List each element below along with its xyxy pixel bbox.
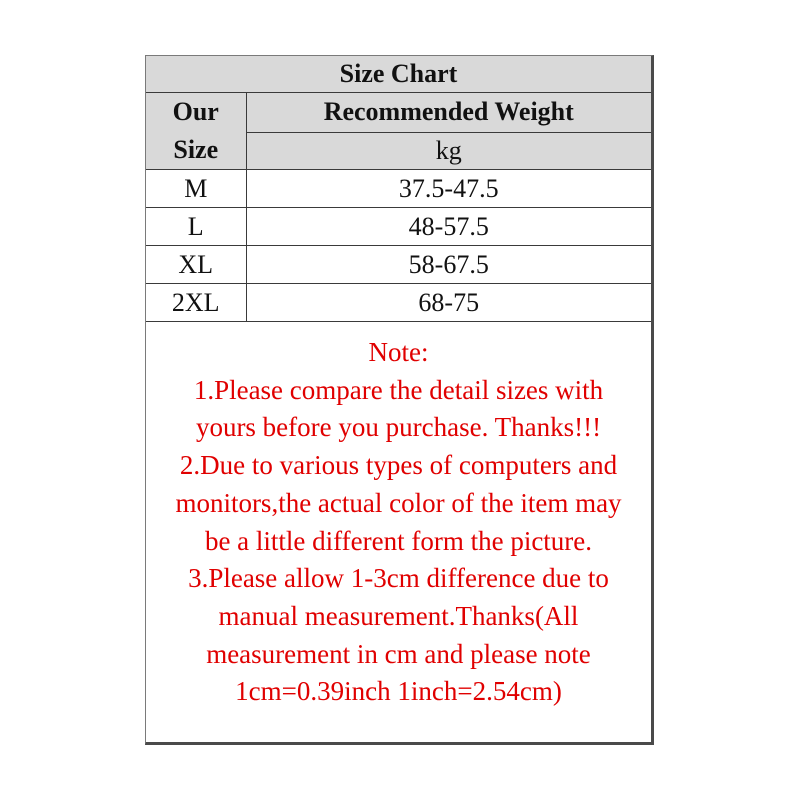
size-table — [146, 56, 651, 322]
weight-cell: 58-67.5 — [246, 246, 651, 284]
table-row — [146, 170, 651, 208]
header-row — [146, 93, 651, 133]
note-block — [146, 322, 651, 711]
size-header-line1: Our — [172, 97, 219, 126]
size-cell: M — [146, 170, 246, 208]
weight-cell: 68-75 — [246, 284, 651, 322]
note-line: be a little different form the picture. — [204, 525, 593, 556]
weight-cell: 37.5-47.5 — [246, 170, 651, 208]
note-line: measurement in cm and please note — [206, 638, 591, 669]
weight-cell: 48-57.5 — [246, 208, 651, 246]
weight-unit: kg — [246, 132, 651, 170]
chart-title: Size Chart — [146, 56, 651, 93]
size-cell: XL — [146, 246, 246, 284]
table-row — [146, 284, 651, 322]
note-line: yours before you purchase. Thanks!!! — [195, 412, 602, 443]
note-line: 1cm=0.39inch 1inch=2.54cm) — [235, 676, 562, 707]
size-cell: 2XL — [146, 284, 246, 322]
note-line: 2.Due to various types of computers and — [179, 450, 618, 481]
note-heading: Note: — [368, 337, 429, 367]
weight-column-header: Recommended Weight — [246, 93, 651, 133]
size-header-line2: Size — [173, 135, 219, 164]
table-row — [146, 208, 651, 246]
note-line: manual measurement.Thanks(All — [218, 600, 579, 631]
note-line: 1.Please compare the detail sizes with — [193, 374, 604, 405]
size-cell: L — [146, 208, 246, 246]
title-row — [146, 56, 651, 93]
note-line: monitors,the actual color of the item may — [175, 487, 622, 518]
note-line: 3.Please allow 1-3cm difference due to — [188, 563, 609, 594]
table-row — [146, 246, 651, 284]
size-chart — [145, 55, 654, 745]
size-column-header — [146, 93, 246, 170]
